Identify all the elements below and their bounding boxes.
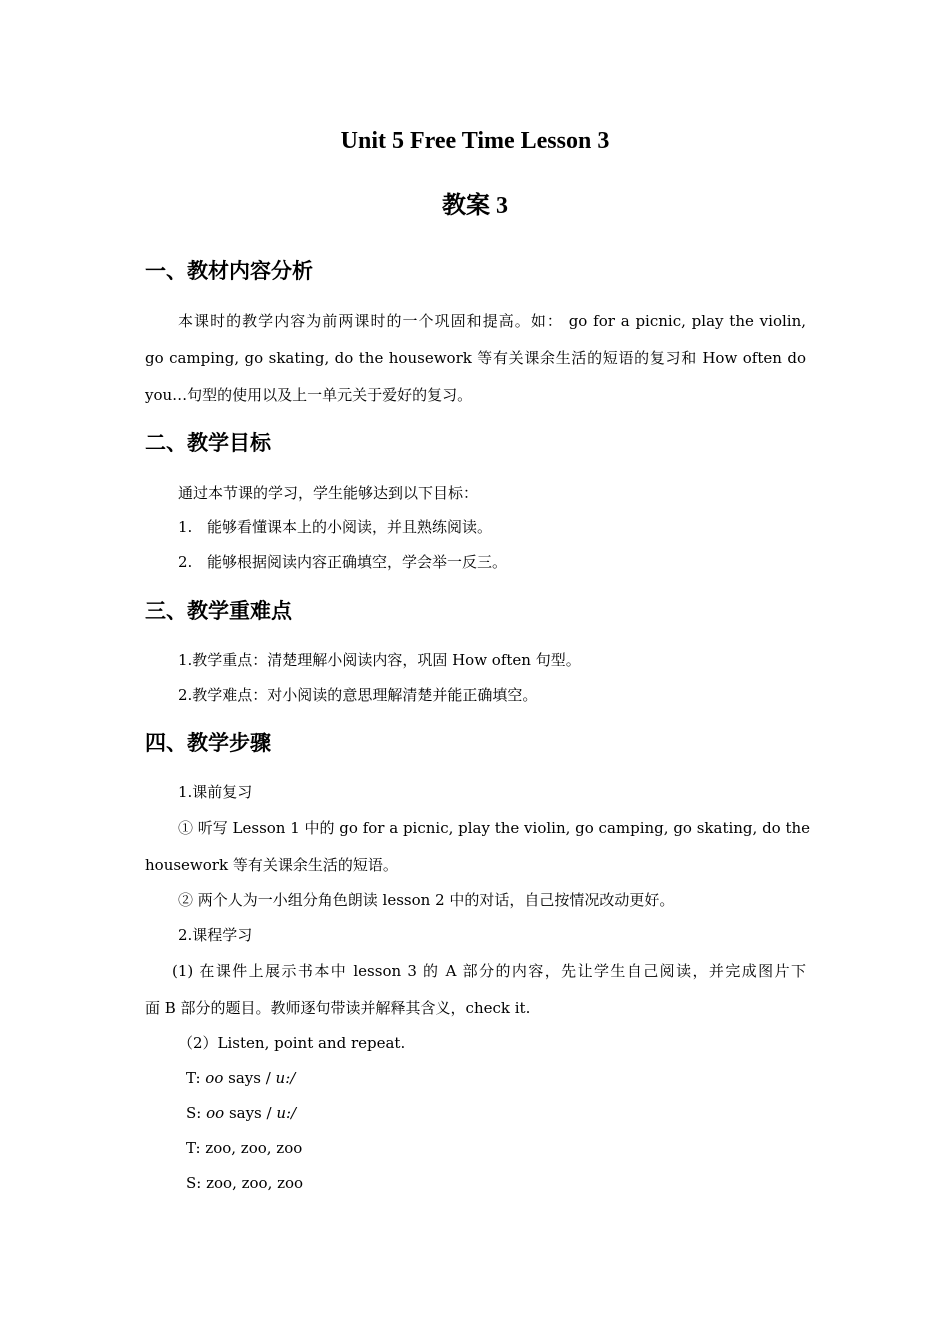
dialogue-speaker: T:	[186, 1069, 206, 1087]
step-title: 2.课程学习	[178, 926, 253, 944]
section-heading-2: 二、教学目标	[145, 431, 271, 455]
paragraph-line: housework 等有关课余生活的短语。	[145, 856, 398, 874]
dialogue-text: says /	[224, 1104, 277, 1122]
dialogue-text: says /	[223, 1069, 276, 1087]
paragraph-line: 2.教学难点：对小阅读的意思理解清楚并能正确填空。	[178, 686, 538, 704]
paragraph-line: （2）Listen, point and repeat.	[178, 1034, 406, 1052]
dialogue-speaker: T:	[186, 1139, 206, 1157]
document-subtitle: 教案 3	[442, 193, 508, 219]
dialogue-text: zoo, zoo, zoo	[206, 1174, 304, 1192]
phonics-sound: u:/	[276, 1104, 297, 1122]
phonics-letters: oo	[206, 1104, 225, 1122]
dialogue-line	[186, 1138, 302, 1158]
phonics-sound: u:/	[275, 1069, 296, 1087]
dialogue-speaker: S:	[186, 1174, 207, 1192]
dialogue-text: zoo, zoo, zoo	[205, 1139, 303, 1157]
list-item-number: 1.	[178, 518, 193, 536]
paragraph-line: go camping, go skating, do the housework 等有关课余生活的短语的复习和 How often do	[145, 349, 806, 367]
section-heading-3: 三、教学重难点	[145, 599, 292, 623]
dialogue-line	[186, 1173, 303, 1193]
paragraph-line: you…句型的使用以及上一单元关于爱好的复习。	[145, 386, 473, 404]
phonics-letters: oo	[205, 1069, 224, 1087]
paragraph-line: ② 两个人为一小组分角色朗读 lesson 2 中的对话，自己按情况改动更好。	[178, 891, 675, 909]
document-title: Unit 5 Free Time Lesson 3	[340, 128, 610, 154]
paragraph-line: 通过本节课的学习，学生能够达到以下目标：	[178, 484, 479, 502]
list-item-text: 能够根据阅读内容正确填空，学会举一反三。	[207, 553, 508, 571]
paragraph-line: ① 听写 Lesson 1 中的 go for a picnic, play the violin, go camping, go skating, do the	[178, 819, 811, 837]
section-heading-1: 一、教材内容分析	[145, 259, 313, 283]
list-item-text: 能够看懂课本上的小阅读，并且熟练阅读。	[207, 518, 493, 536]
dialogue-line	[186, 1103, 296, 1123]
paragraph-line: 本课时的教学内容为前两课时的一个巩固和提高。如： go for a picnic, play the violin,	[178, 312, 806, 330]
dialogue-speaker: S:	[186, 1104, 207, 1122]
section-heading-4: 四、教学步骤	[145, 731, 271, 755]
paragraph-line: 面 B 部分的题目。教师逐句带读并解释其含义，check it.	[145, 999, 531, 1017]
dialogue-line	[186, 1068, 295, 1088]
paragraph-line: (1) 在课件上展示书本中 lesson 3 的 A 部分的内容，先让学生自己阅读，并完成图片下	[172, 962, 806, 980]
paragraph-line: 1.教学重点：清楚理解小阅读内容，巩固 How often 句型。	[178, 651, 581, 669]
step-title: 1.课前复习	[178, 783, 253, 801]
list-item-number: 2.	[178, 553, 193, 571]
